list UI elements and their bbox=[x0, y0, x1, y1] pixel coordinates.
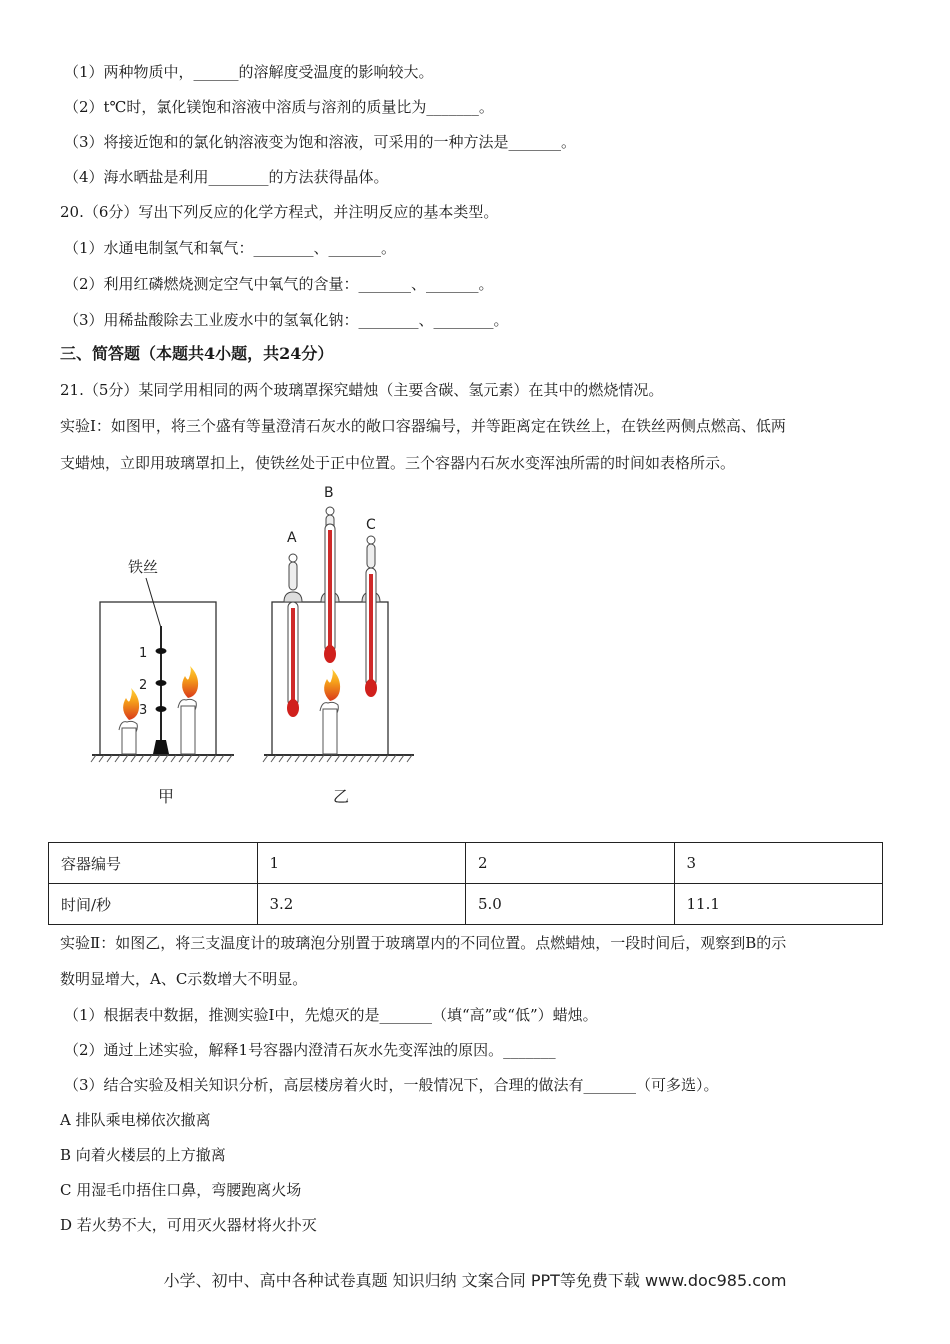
table-row bbox=[49, 884, 883, 925]
thermometer-b bbox=[321, 485, 339, 663]
q21-title: 21.（5分）某同学用相同的两个玻璃罩探究蜡烛（主要含碳、氢元素）在其中的燃烧情况。 bbox=[60, 381, 664, 399]
q20-part1: （1）水通电制氢气和氧气：________、_______。 bbox=[64, 239, 397, 257]
table-row bbox=[49, 843, 883, 884]
experiment-1-line1: 实验Ⅰ：如图甲，将三个盛有等量澄清石灰水的敞口容器编号，并等距离定在铁丝上，在铁丝两侧点燃高、低两 bbox=[60, 417, 786, 435]
table-cell: 容器编号 bbox=[49, 843, 258, 884]
container-3-label: 3 bbox=[139, 703, 148, 718]
figure-yi-caption: 乙 bbox=[333, 787, 350, 806]
q19-part2: （2）t℃时，氯化镁饱和溶液中溶质与溶剂的质量比为_______。 bbox=[64, 98, 494, 116]
table-cell: 3 bbox=[674, 843, 883, 884]
thermometer-c-label: C bbox=[366, 517, 376, 533]
q21-sub3: （3）结合实验及相关知识分析，高层楼房着火时，一般情况下，合理的做法有_______（可多选）。 bbox=[64, 1076, 719, 1094]
option-c: C 用湿毛巾捂住口鼻，弯腰跑离火场 bbox=[60, 1181, 302, 1199]
footer-ad: 小学、初中、高中各种试卷真题 知识归纳 文案合同 PPT等免费下载 www.doc985.com bbox=[163, 1271, 787, 1290]
glass-cover-jia bbox=[100, 602, 216, 755]
container-2-label: 2 bbox=[139, 678, 148, 693]
experiment-figure bbox=[88, 478, 428, 818]
figure-jia-caption: 甲 bbox=[158, 787, 175, 806]
wire-label: 铁丝 bbox=[128, 558, 159, 576]
experiment-2-line2: 数明显增大，A、C示数增大不明显。 bbox=[60, 970, 308, 988]
container-1 bbox=[156, 648, 167, 654]
section-3-title: 三、简答题（本题共4小题，共24分） bbox=[60, 344, 334, 363]
turbid-time-table bbox=[48, 842, 883, 925]
option-d: D 若火势不大，可用灭火器材将火扑灭 bbox=[60, 1216, 317, 1234]
wire-stand bbox=[153, 740, 169, 754]
q20-part3: （3）用稀盐酸除去工业废水中的氢氧化钠：________、________。 bbox=[64, 311, 509, 329]
container-1-label: 1 bbox=[139, 646, 148, 661]
q19-part3: （3）将接近饱和的氯化钠溶液变为饱和溶液，可采用的一种方法是_______。 bbox=[64, 133, 577, 151]
thermometer-b-label: B bbox=[324, 485, 334, 501]
q20-title: 20.（6分）写出下列反应的化学方程式，并注明反应的基本类型。 bbox=[60, 203, 499, 221]
option-b: B 向着火楼层的上方撤离 bbox=[60, 1146, 226, 1164]
experiment-2-line1: 实验Ⅱ：如图乙，将三支温度计的玻璃泡分别置于玻璃罩内的不同位置。点燃蜡烛，一段时间后，观察到B的示 bbox=[60, 934, 787, 952]
option-a: A 排队乘电梯依次撤离 bbox=[60, 1111, 211, 1129]
table-cell: 3.2 bbox=[257, 884, 466, 925]
q21-sub1: （1）根据表中数据，推测实验Ⅰ中，先熄灭的是_______（填“高”或“低”）蜡烛。 bbox=[64, 1006, 598, 1024]
low-candle bbox=[119, 688, 139, 754]
container-3 bbox=[156, 706, 167, 712]
container-2 bbox=[156, 680, 167, 686]
table-cell: 5.0 bbox=[466, 884, 675, 925]
experiment-1-line2: 支蜡烛，立即用玻璃罩扣上，使铁丝处于正中位置。三个容器内石灰水变浑浊所需的时间如表格所示。 bbox=[60, 454, 736, 472]
q19-part4: （4）海水晒盐是利用________的方法获得晶体。 bbox=[64, 168, 389, 186]
thermometer-a bbox=[284, 530, 302, 717]
figure-yi bbox=[263, 485, 414, 806]
table-cell: 11.1 bbox=[674, 884, 883, 925]
high-candle bbox=[178, 666, 198, 754]
wire-pointer bbox=[146, 578, 161, 628]
figure-jia bbox=[91, 558, 234, 806]
table-cell: 时间/秒 bbox=[49, 884, 258, 925]
thermometer-a-label: A bbox=[287, 530, 297, 546]
flame-icon bbox=[182, 666, 198, 698]
table-cell: 1 bbox=[257, 843, 466, 884]
candle-yi bbox=[320, 669, 340, 754]
table-cell: 2 bbox=[466, 843, 675, 884]
flame-icon bbox=[324, 669, 340, 701]
q20-part2: （2）利用红磷燃烧测定空气中氧气的含量：_______、_______。 bbox=[64, 275, 494, 293]
thermometer-c bbox=[362, 517, 380, 697]
q19-part1: （1）两种物质中，______的溶解度受温度的影响较大。 bbox=[64, 63, 434, 81]
flame-icon bbox=[123, 688, 139, 720]
q21-sub2: （2）通过上述实验，解释1号容器内澄清石灰水先变浑浊的原因。_______ bbox=[64, 1041, 556, 1059]
